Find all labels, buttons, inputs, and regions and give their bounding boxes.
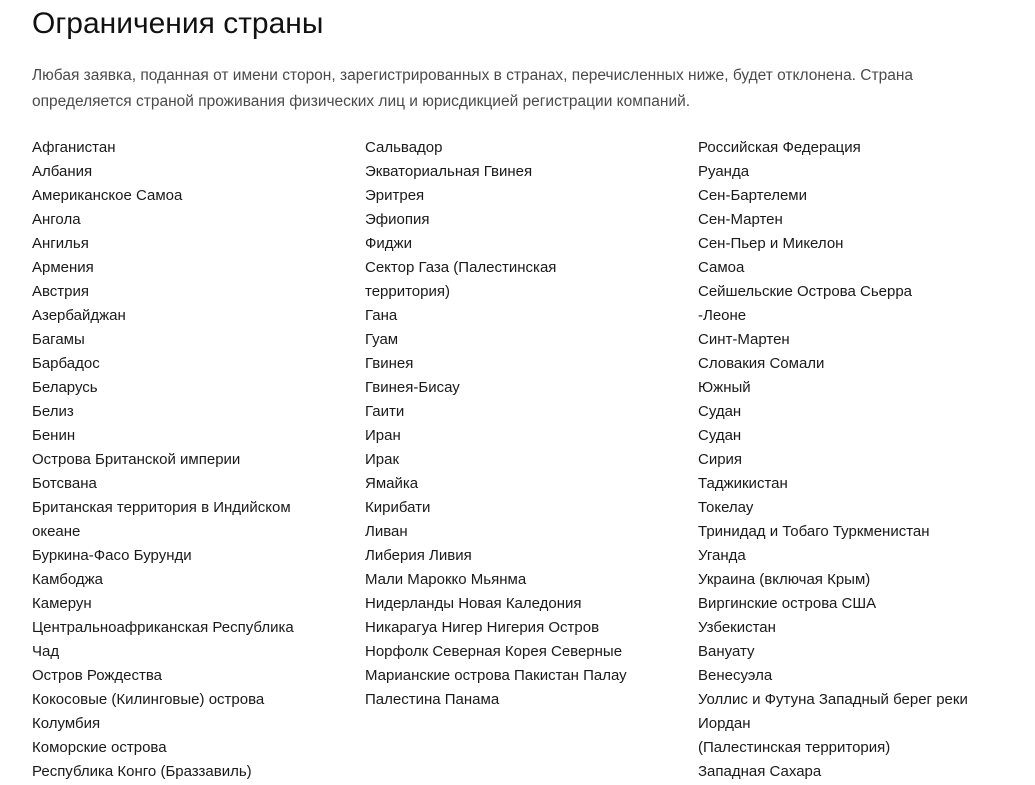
country-item: Экваториальная Гвинея (365, 163, 533, 180)
country-item: Сен-Бартелеми (698, 187, 807, 204)
country-item: Буркина-Фасо Бурунди (32, 547, 192, 564)
country-item: Палестина Панама (365, 691, 500, 708)
country-item: Кирибати (365, 499, 431, 516)
country-item: Британская территория в Индийском (32, 499, 291, 516)
page-title: Ограничения страны (32, 7, 324, 40)
country-item: Ирак (365, 451, 400, 468)
country-item: Армения (32, 259, 94, 276)
country-item: Коморские острова (32, 739, 167, 756)
country-item: Гвинея-Бисау (365, 379, 460, 396)
country-item: Виргинские острова США (698, 595, 877, 612)
country-item: Албания (32, 163, 93, 180)
country-item: Беларусь (32, 379, 98, 396)
country-item: Нидерланды Новая Каледония (365, 595, 582, 612)
country-item: Центральноафриканская Республика (32, 619, 294, 636)
country-item: Самоа (698, 259, 745, 276)
country-item: Белиз (32, 403, 74, 420)
country-item: Барбадос (32, 355, 100, 372)
country-item: Иордан (698, 715, 751, 732)
country-item: Марианские острова Пакистан Палау (365, 667, 627, 684)
country-item: Российская Федерация (698, 139, 861, 156)
country-item: Кокосовые (Килинговые) острова (32, 691, 265, 708)
country-item: Украина (включая Крым) (698, 571, 871, 588)
country-item: Сейшельские Острова Сьерра (698, 283, 912, 300)
country-item: -Леоне (698, 307, 747, 324)
page-description: Любая заявка, поданная от имени сторон, зарегистрированных в странах, перечисленных ниже, будет отклонена. Страна определяется страной проживания физических лиц и юрисдикцией регистрации компаний. (32, 67, 914, 110)
country-item: Ливан (365, 523, 408, 540)
country-item: Мали Марокко Мьянма (365, 571, 527, 588)
country-item: территория) (365, 283, 450, 300)
country-item: Фиджи (365, 235, 412, 252)
country-item: Австрия (32, 283, 90, 300)
country-item: Американское Самоа (32, 187, 183, 204)
country-item: Западная Сахара (698, 763, 822, 780)
country-item: Колумбия (32, 715, 101, 732)
country-item: Токелау (698, 499, 754, 516)
country-item: Никарагуа Нигер Нигерия Остров (365, 619, 600, 636)
country-item: Сен-Мартен (698, 211, 783, 228)
country-item: Острова Британской империи (32, 451, 241, 468)
country-item: Багамы (32, 331, 85, 348)
country-column-3 (698, 136, 1035, 784)
country-item: Синт-Мартен (698, 331, 790, 348)
country-item: Тринидад и Тобаго Туркменистан (698, 523, 930, 540)
country-item: Эфиопия (365, 211, 430, 228)
country-item: Эритрея (365, 187, 425, 204)
country-item: Таджикистан (698, 475, 788, 492)
country-item: Гуам (365, 331, 399, 348)
country-item: Чад (32, 643, 60, 660)
country-item: Афганистан (32, 139, 116, 156)
country-item: Венесуэла (698, 667, 773, 684)
country-item: Вануату (698, 643, 755, 660)
country-item: Остров Рождества (32, 667, 163, 684)
country-item: Сальвадор (365, 139, 443, 156)
country-item: Бенин (32, 427, 76, 444)
country-item: Ангола (32, 211, 81, 228)
country-column-1 (32, 136, 365, 784)
country-item: Узбекистан (698, 619, 776, 636)
country-column-2 (365, 136, 698, 784)
country-item: Уоллис и Футуна Западный берег реки (698, 691, 968, 708)
country-item: Республика Конго (Браззавиль) (32, 763, 252, 780)
country-item: Гвинея (365, 355, 414, 372)
country-item: Сирия (698, 451, 743, 468)
country-item: Судан (698, 403, 742, 420)
country-list (32, 136, 1035, 784)
country-item: Ангилья (32, 235, 89, 252)
country-item: Камбоджа (32, 571, 103, 588)
country-item: Сен-Пьер и Микелон (698, 235, 844, 252)
country-item: Азербайджан (32, 307, 126, 324)
country-item: океане (32, 523, 81, 540)
country-item: Сектор Газа (Палестинская (365, 259, 557, 276)
country-item: Камерун (32, 595, 92, 612)
country-item: Словакия Сомали (698, 355, 825, 372)
country-item: Ямайка (365, 475, 419, 492)
country-item: Ботсвана (32, 475, 97, 492)
country-item: Уганда (698, 547, 746, 564)
country-item: (Палестинская территория) (698, 739, 891, 756)
country-item: Иран (365, 427, 401, 444)
country-item: Судан (698, 427, 742, 444)
country-item: Южный (698, 379, 751, 396)
country-item: Норфолк Северная Корея Северные (365, 643, 623, 660)
country-item: Либерия Ливия (365, 547, 472, 564)
country-item: Гана (365, 307, 398, 324)
country-item: Гаити (365, 403, 405, 420)
country-item: Руанда (698, 163, 750, 180)
